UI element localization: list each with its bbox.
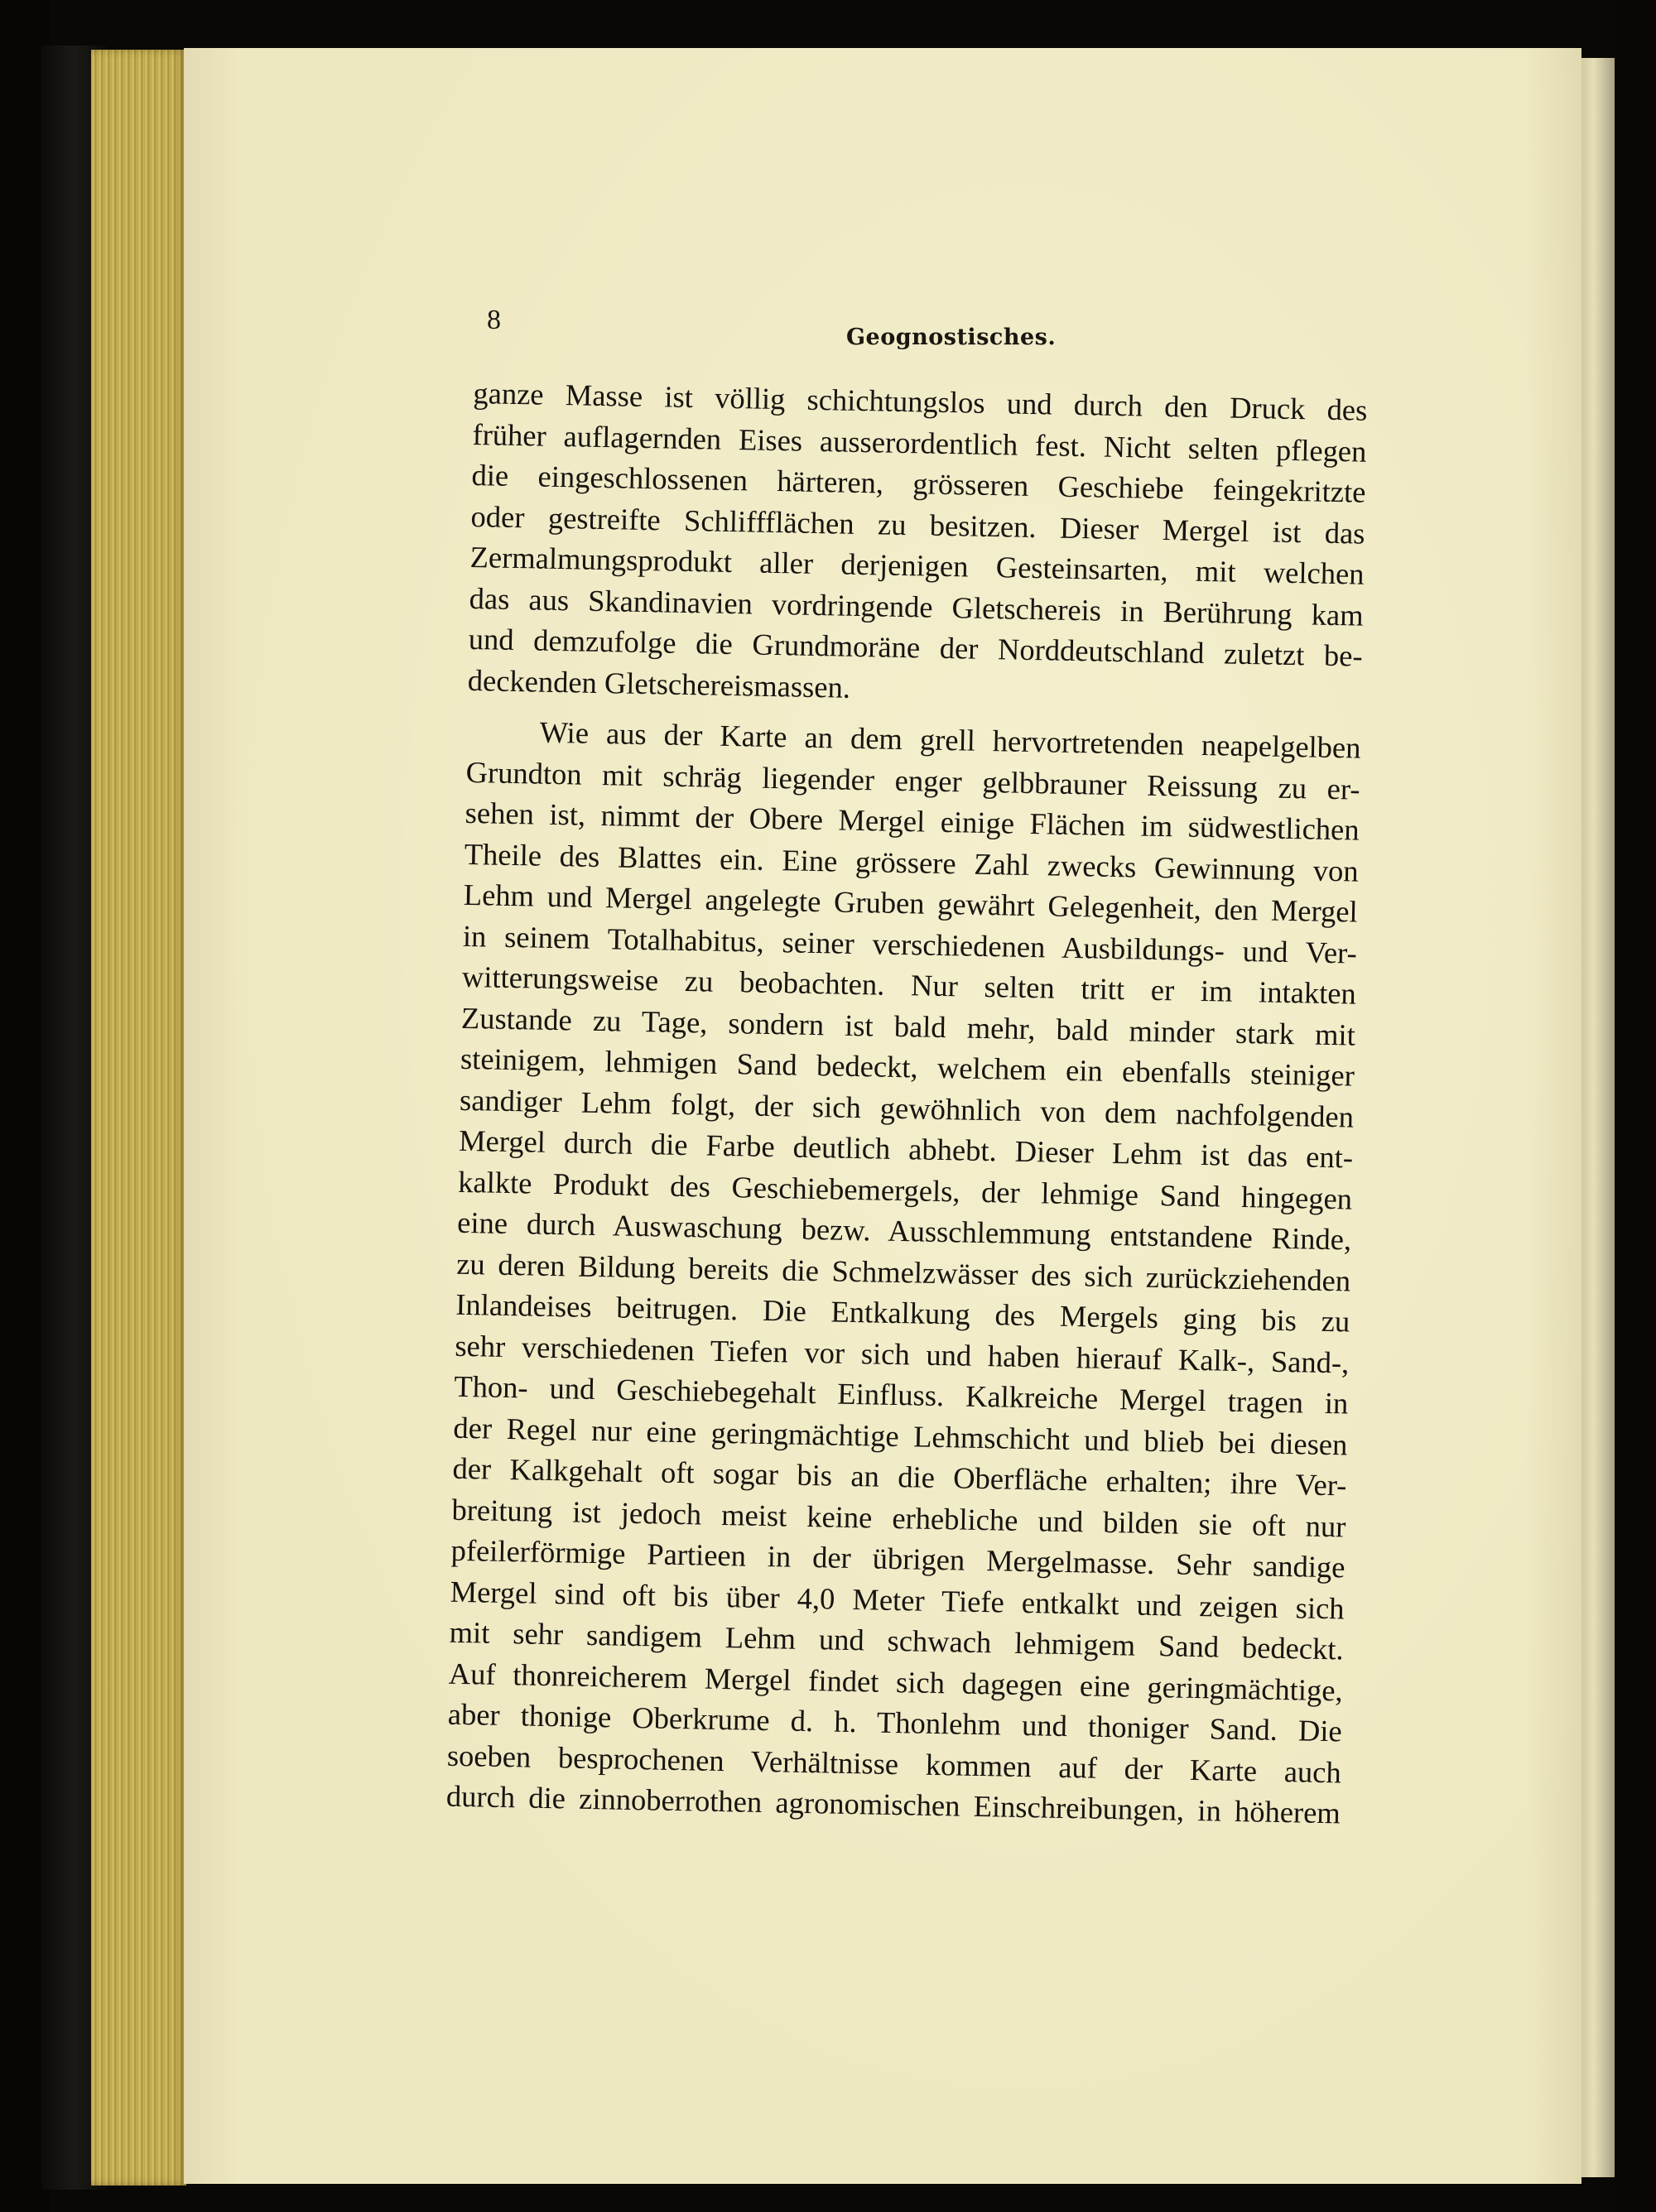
text-line: Zermalmungsprodukt aller derjenigen Gesteinsarten, mit welchen	[469, 539, 1365, 591]
text-line: der Kalkgehalt oft sogar bis an die Oberfläche erhalten; ihre Ver-	[452, 1450, 1347, 1503]
text-line: die eingeschlossenen härteren, grösseren Geschiebe feingekritzte	[471, 457, 1366, 509]
text-line: witterungsweise zu beobachten. Nur selten tritt er im intakten	[461, 959, 1357, 1011]
text-line: aber thonige Oberkrume d. h. Thonlehm und thoniger Sand. Die	[447, 1696, 1343, 1748]
text-line: Wie aus der Karte an dem grell hervortretenden neapelgelben	[539, 714, 1361, 765]
text-line: in seinem Totalhabitus, seiner verschiedenen Ausbildungs- und Ver-	[462, 918, 1358, 970]
text-line: breitung ist jedoch meist keine erhebliche und bilden sie oft nur	[451, 1492, 1346, 1543]
text-line: mit sehr sandigem Lehm und schwach lehmigem Sand bedeckt.	[449, 1614, 1344, 1666]
gilt-page-edges	[91, 50, 186, 2186]
text-line: durch die zinnoberrothen agronomischen Einschreibungen, in höherem	[445, 1778, 1341, 1830]
text-line: Mergel durch die Farbe deutlich abhebt. Dieser Lehm ist das ent-	[458, 1123, 1354, 1175]
text-line: sandiger Lehm folgt, der sich gewöhnlich von dem nachfolgenden	[459, 1082, 1355, 1134]
text-line: oder gestreifte Schliffflächen zu besitzen. Dieser Mergel ist das	[470, 498, 1365, 551]
text-line: Zustande zu Tage, sondern ist bald mehr, bald minder stark mit	[460, 1000, 1356, 1052]
text-line: ganze Masse ist völlig schichtungslos und durch den Druck des	[473, 375, 1368, 427]
text-line: deckenden Gletschereismassen.	[467, 662, 851, 704]
text-line: und demzufolge die Grundmoräne der Norddeutschland zuletzt be-	[468, 621, 1364, 673]
text-line: Auf thonreicherem Mergel findet sich dagegen eine geringmächtige,	[448, 1656, 1344, 1707]
text-line: Thon- und Geschiebegehalt Einfluss. Kalkreiche Mergel tragen in	[454, 1368, 1349, 1421]
text-line: Inlandeises beitrugen. Die Entkalkung des Mergels ging bis zu	[455, 1286, 1350, 1339]
running-head: Geognostisches.	[846, 325, 1057, 350]
text-line: früher auflagernden Eises ausserordentlich fest. Nicht selten pflegen	[472, 416, 1367, 469]
text-line: Grundton mit schräg liegender enger gelbbrauner Reissung zu er-	[465, 754, 1360, 806]
text-line: Lehm und Mergel angelegte Gruben gewährt Gelegenheit, den Mergel	[463, 877, 1359, 929]
body-text	[446, 373, 1368, 1834]
next-page-edge	[1577, 58, 1619, 2177]
text-line: zu deren Bildung bereits die Schmelzwässer des sich zurückziehenden	[455, 1246, 1351, 1298]
page-number: 8	[487, 305, 501, 335]
text-line: kalkte Produkt des Geschiebemergels, der lehmige Sand hingegen	[457, 1164, 1353, 1216]
text-line: Mergel sind oft bis über 4,0 Meter Tiefe entkalkt und zeigen sich	[450, 1574, 1345, 1625]
text-line: pfeilerförmige Partieen in der übrigen Mergelmasse. Sehr sandige	[450, 1532, 1346, 1584]
text-line: sehen ist, nimmt der Obere Mergel einige Flächen im südwestlichen	[465, 795, 1360, 847]
text-line: das aus Skandinavien vordringende Gletschereis in Berührung kam	[469, 580, 1364, 632]
scan-background-right	[1615, 0, 1656, 2212]
text-line: Theile des Blattes ein. Eine grössere Zahl zwecks Gewinnung von	[464, 836, 1360, 888]
text-line: der Regel nur eine geringmächtige Lehmschicht und blieb bei diesen	[453, 1410, 1348, 1461]
text-line: steinigem, lehmigen Sand bedeckt, welchem ein ebenfalls steiniger	[460, 1041, 1355, 1093]
text-line: sehr verschiedenen Tiefen vor sich und haben hierauf Kalk-, Sand-,	[455, 1328, 1350, 1380]
text-line: eine durch Auswaschung bezw. Ausschlemmung entstandene Rinde,	[456, 1205, 1352, 1257]
text-line: soeben besprochenen Verhältnisse kommen auf der Karte auch	[446, 1738, 1342, 1789]
